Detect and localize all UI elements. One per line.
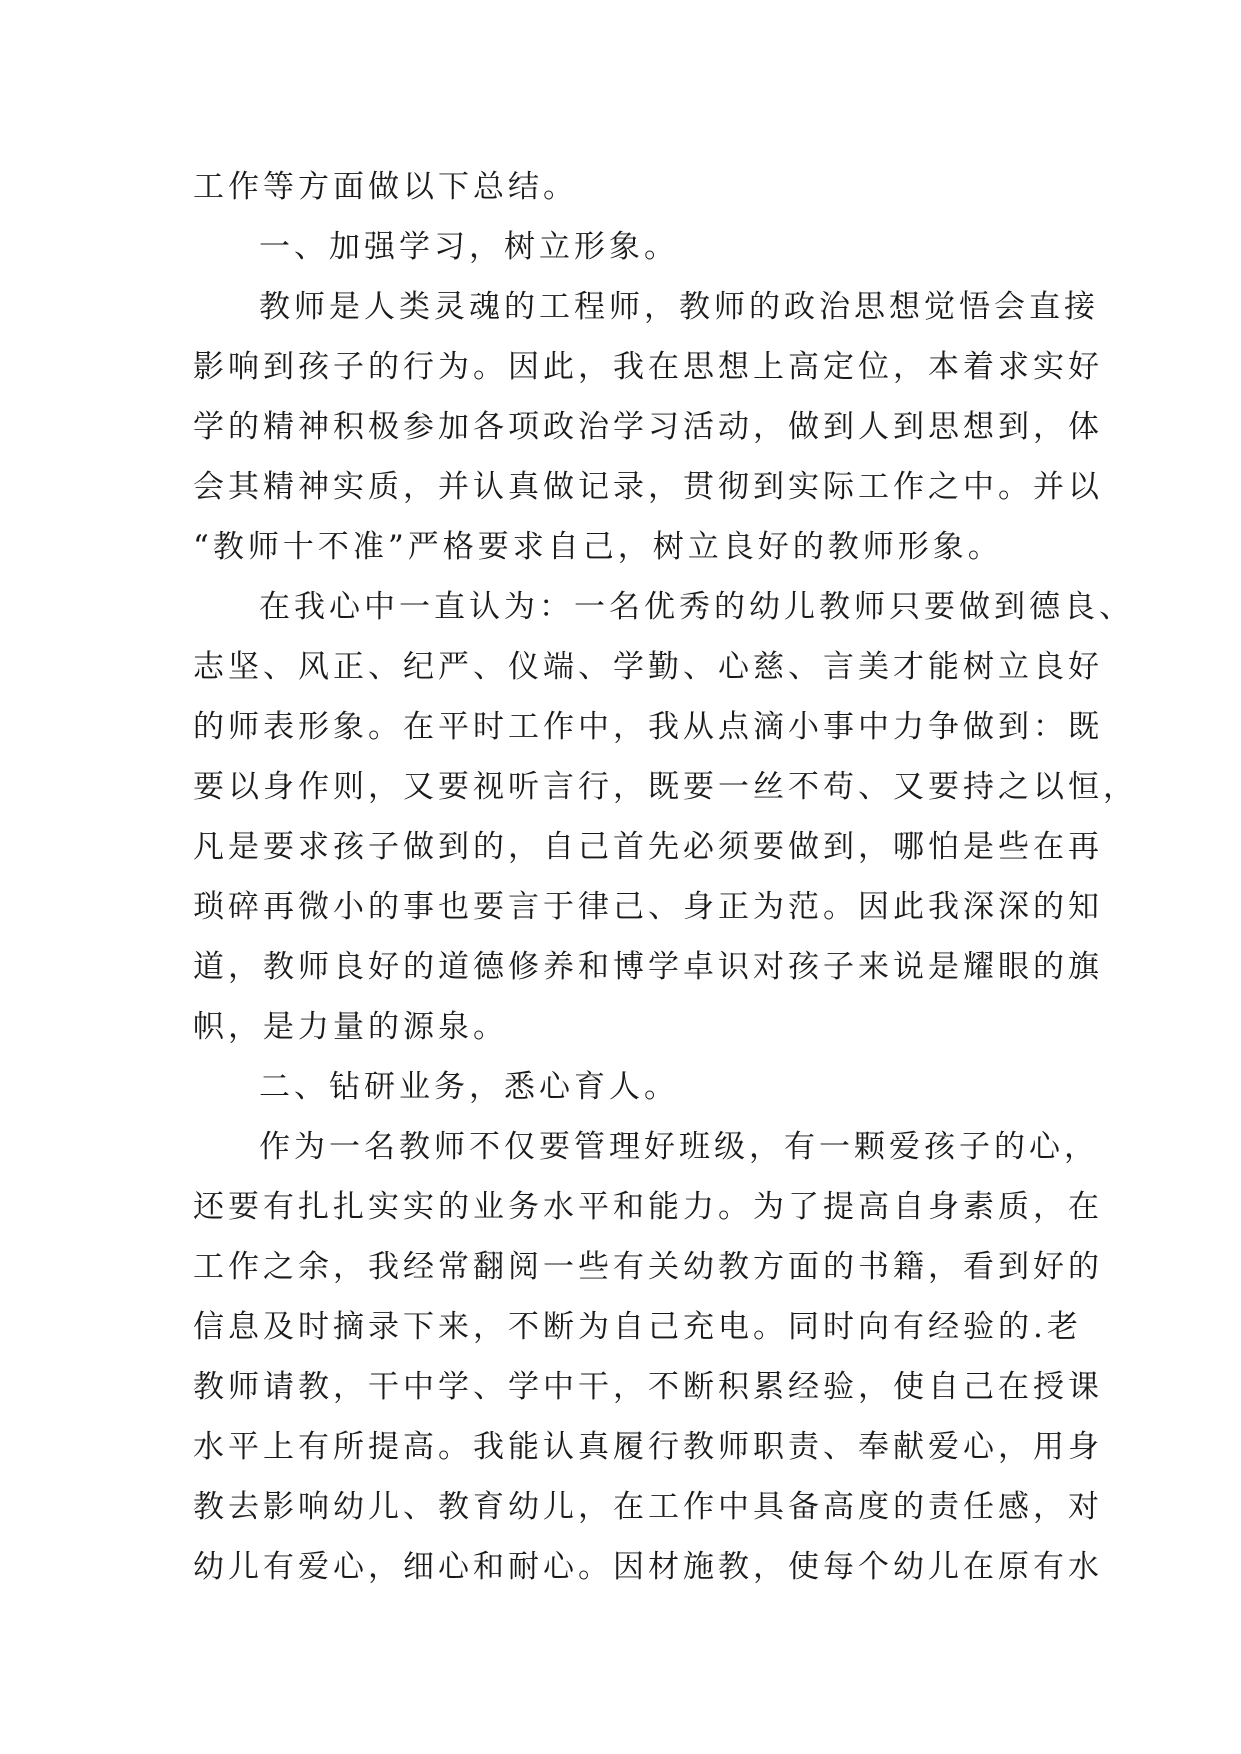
text-line: 工作等方面做以下总结。: [193, 169, 578, 205]
text-line: 琐碎再微小的事也要言于律己、身正为范。因此我深深的知: [193, 889, 1103, 925]
text-line: 凡是要求孩子做到的，自己首先必须要做到，哪怕是些在再: [193, 829, 1103, 865]
text-line: 会其精神实质，并认真做记录，贯彻到实际工作之中。并以: [193, 469, 1103, 505]
text-line: 教去影响幼儿、教育幼儿，在工作中具备高度的责任感，对: [193, 1489, 1103, 1525]
text-line: 帜，是力量的源泉。: [193, 1009, 508, 1045]
text-line: 在我心中一直认为：一名优秀的幼儿教师只要做到德良、: [259, 589, 1134, 625]
text-line: 要以身作则，又要视听言行，既要一丝不苟、又要持之以恒，: [193, 769, 1138, 805]
text-line: 的师表形象。在平时工作中，我从点滴小事中力争做到：既: [193, 709, 1103, 745]
text-line: “教师十不准”严格要求自己，树立良好的教师形象。: [193, 529, 1003, 565]
section-heading: 二、钻研业务，悉心育人。: [259, 1069, 679, 1105]
text-line: 工作之余，我经常翻阅一些有关幼教方面的书籍，看到好的: [193, 1249, 1103, 1285]
text-line: 还要有扎扎实实的业务水平和能力。为了提高自身素质，在: [193, 1189, 1103, 1225]
text-line: 学的精神积极参加各项政治学习活动，做到人到思想到，体: [193, 409, 1103, 445]
text-line: 水平上有所提高。我能认真履行教师职责、奉献爱心，用身: [193, 1429, 1103, 1465]
document-body: [193, 157, 1138, 1597]
text-line: 作为一名教师不仅要管理好班级，有一颗爱孩子的心，: [259, 1129, 1099, 1165]
text-line: 教师是人类灵魂的工程师，教师的政治思想觉悟会直接: [259, 289, 1099, 325]
text-line: 教师请教，干中学、学中干，不断积累经验，使自己在授课: [193, 1369, 1103, 1405]
text-line: 幼儿有爱心，细心和耐心。因材施教，使每个幼儿在原有水: [193, 1549, 1103, 1585]
text-line: 志坚、风正、纪严、仪端、学勤、心慈、言美才能树立良好: [193, 649, 1103, 685]
text-line: 信息及时摘录下来，不断为自己充电。同时向有经验的.老: [193, 1309, 1082, 1345]
section-heading: 一、加强学习，树立形象。: [259, 229, 679, 265]
text-line: 影响到孩子的行为。因此，我在思想上高定位，本着求实好: [193, 349, 1103, 385]
text-line: 道，教师良好的道德修养和博学卓识对孩子来说是耀眼的旗: [193, 949, 1103, 985]
